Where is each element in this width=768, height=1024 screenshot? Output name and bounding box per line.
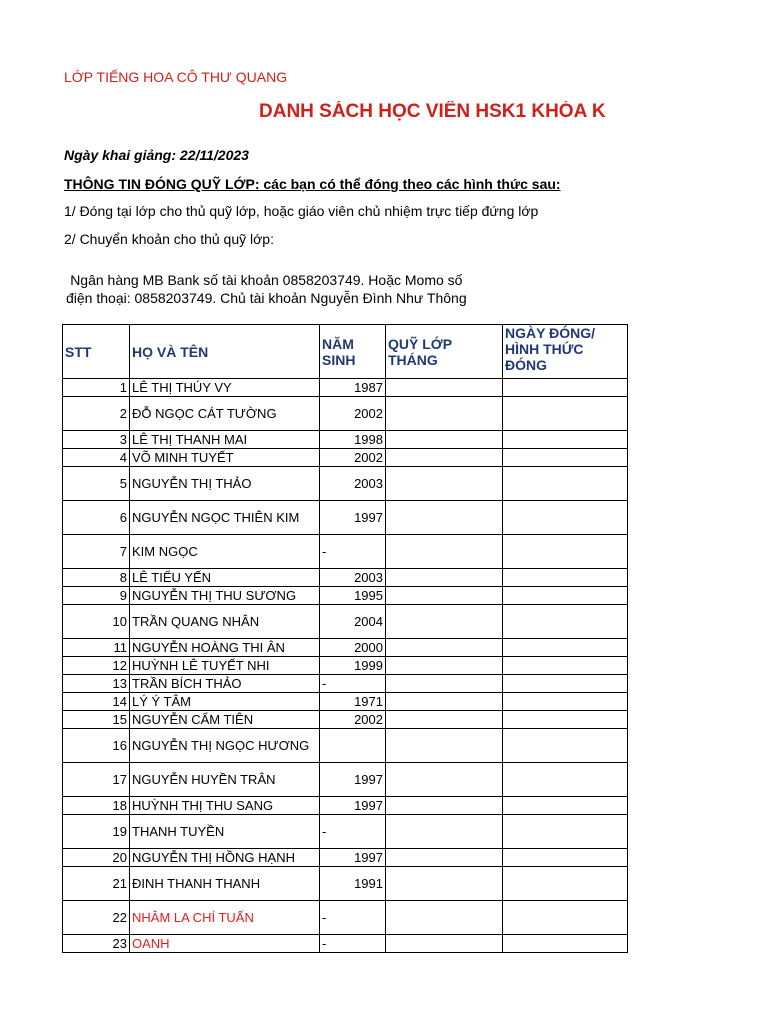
payment-date-cell bbox=[503, 867, 628, 901]
class-fund-cell bbox=[386, 587, 503, 605]
stt-cell: 7 bbox=[63, 535, 130, 569]
birth-year-cell: - bbox=[320, 815, 386, 849]
document-title-container bbox=[259, 101, 627, 131]
table-row bbox=[63, 397, 628, 431]
student-name-cell: ĐỖ NGỌC CÁT TƯỜNG bbox=[130, 397, 320, 431]
payment-date-cell bbox=[503, 901, 628, 935]
student-name-cell: VÕ MINH TUYẾT bbox=[130, 449, 320, 467]
class-fund-cell bbox=[386, 867, 503, 901]
stt-cell: 15 bbox=[63, 711, 130, 729]
table-row bbox=[63, 587, 628, 605]
class-fund-cell bbox=[386, 693, 503, 711]
stt-cell: 14 bbox=[63, 693, 130, 711]
table-row bbox=[63, 729, 628, 763]
stt-cell: 10 bbox=[63, 605, 130, 639]
stt-cell: 3 bbox=[63, 431, 130, 449]
birth-year-cell: 2003 bbox=[320, 467, 386, 501]
stt-cell: 12 bbox=[63, 657, 130, 675]
student-name-cell: KIM NGỌC bbox=[130, 535, 320, 569]
student-name-cell: NGUYỄN CẨM TIÊN bbox=[130, 711, 320, 729]
student-name-cell: LÊ THỊ THÚY VY bbox=[130, 379, 320, 397]
birth-year-cell: 2002 bbox=[320, 397, 386, 431]
class-fund-cell bbox=[386, 935, 503, 953]
stt-cell: 22 bbox=[63, 901, 130, 935]
class-fund-cell bbox=[386, 815, 503, 849]
stt-cell: 8 bbox=[63, 569, 130, 587]
student-name-cell: HUỲNH LÊ TUYẾT NHI bbox=[130, 657, 320, 675]
table-row bbox=[63, 935, 628, 953]
stt-cell: 9 bbox=[63, 587, 130, 605]
class-fund-cell bbox=[386, 397, 503, 431]
payment-date-cell bbox=[503, 605, 628, 639]
bank-info-line-2: điện thoại: 0858203749. Chủ tài khoản Nguyễn Đình Như Thông bbox=[66, 290, 467, 306]
table-row bbox=[63, 657, 628, 675]
birth-year-cell: 1991 bbox=[320, 867, 386, 901]
student-name-cell: NHÂM LA CHÍ TUẤN bbox=[130, 901, 320, 935]
fund-heading: THÔNG TIN ĐÓNG QUỸ LỚP: các bạn có thể đóng theo các hình thức sau: bbox=[64, 176, 561, 192]
payment-date-cell bbox=[503, 379, 628, 397]
table-header-row bbox=[63, 325, 628, 379]
stt-cell: 6 bbox=[63, 501, 130, 535]
payment-date-cell bbox=[503, 935, 628, 953]
table-row bbox=[63, 379, 628, 397]
table-row bbox=[63, 639, 628, 657]
stt-cell: 18 bbox=[63, 797, 130, 815]
payment-date-cell bbox=[503, 467, 628, 501]
table-row bbox=[63, 763, 628, 797]
birth-year-cell bbox=[320, 729, 386, 763]
table-row bbox=[63, 711, 628, 729]
birth-year-cell: 2002 bbox=[320, 449, 386, 467]
class-fund-cell bbox=[386, 657, 503, 675]
student-name-cell: NGUYỄN THỊ NGỌC HƯƠNG bbox=[130, 729, 320, 763]
document-title: DANH SÁCH HỌC VIÊN HSK1 KHÓA K bbox=[259, 101, 606, 122]
stt-cell: 11 bbox=[63, 639, 130, 657]
payment-date-cell bbox=[503, 711, 628, 729]
column-header-name: HỌ VÀ TÊN bbox=[130, 325, 320, 379]
class-fund-cell bbox=[386, 901, 503, 935]
payment-date-cell bbox=[503, 449, 628, 467]
class-fund-cell bbox=[386, 449, 503, 467]
class-fund-cell bbox=[386, 467, 503, 501]
class-name: LỚP TIẾNG HOA CÔ THƯ QUANG bbox=[64, 69, 288, 85]
payment-date-cell bbox=[503, 849, 628, 867]
birth-year-cell: 1987 bbox=[320, 379, 386, 397]
student-name-cell: LÝ Ý TÂM bbox=[130, 693, 320, 711]
birth-year-cell: 1997 bbox=[320, 797, 386, 815]
payment-date-cell bbox=[503, 569, 628, 587]
student-name-cell: THANH TUYỀN bbox=[130, 815, 320, 849]
payment-date-cell bbox=[503, 797, 628, 815]
student-name-cell: NGUYỄN THỊ THU SƯƠNG bbox=[130, 587, 320, 605]
student-name-cell: HUỲNH THỊ THU SANG bbox=[130, 797, 320, 815]
class-fund-cell bbox=[386, 501, 503, 535]
column-header-stt: STT bbox=[63, 325, 130, 379]
student-name-cell: TRẦN QUANG NHÂN bbox=[130, 605, 320, 639]
table-row bbox=[63, 535, 628, 569]
table-row bbox=[63, 693, 628, 711]
birth-year-cell: - bbox=[320, 675, 386, 693]
birth-year-cell: - bbox=[320, 901, 386, 935]
payment-date-cell bbox=[503, 639, 628, 657]
table-row bbox=[63, 815, 628, 849]
birth-year-cell: 2004 bbox=[320, 605, 386, 639]
student-name-cell: NGUYỄN HUYỀN TRÂN bbox=[130, 763, 320, 797]
birth-year-cell: 2002 bbox=[320, 711, 386, 729]
student-name-cell: NGUYỄN THỊ THẢO bbox=[130, 467, 320, 501]
start-date: Ngày khai giảng: 22/11/2023 bbox=[64, 147, 249, 163]
class-fund-cell bbox=[386, 729, 503, 763]
birth-year-cell: 2003 bbox=[320, 569, 386, 587]
student-name-cell: NGUYỄN HOÀNG THI ÂN bbox=[130, 639, 320, 657]
table-body bbox=[63, 379, 628, 953]
student-name-cell: LÊ TIỂU YẾN bbox=[130, 569, 320, 587]
class-fund-cell bbox=[386, 569, 503, 587]
birth-year-cell: - bbox=[320, 935, 386, 953]
table-row bbox=[63, 449, 628, 467]
payment-option-1: 1/ Đóng tại lớp cho thủ quỹ lớp, hoặc giáo viên chủ nhiệm trực tiếp đứng lớp bbox=[64, 203, 539, 219]
stt-cell: 2 bbox=[63, 397, 130, 431]
table-row bbox=[63, 467, 628, 501]
class-fund-cell bbox=[386, 675, 503, 693]
student-name-cell: NGUYỄN NGỌC THIÊN KIM bbox=[130, 501, 320, 535]
table-row bbox=[63, 849, 628, 867]
stt-cell: 1 bbox=[63, 379, 130, 397]
payment-date-cell bbox=[503, 535, 628, 569]
class-fund-cell bbox=[386, 797, 503, 815]
student-name-cell: LÊ THỊ THANH MAI bbox=[130, 431, 320, 449]
stt-cell: 13 bbox=[63, 675, 130, 693]
payment-date-cell bbox=[503, 675, 628, 693]
table-row bbox=[63, 675, 628, 693]
class-fund-cell bbox=[386, 849, 503, 867]
payment-date-cell bbox=[503, 501, 628, 535]
stt-cell: 16 bbox=[63, 729, 130, 763]
birth-year-cell: 2000 bbox=[320, 639, 386, 657]
payment-option-2: 2/ Chuyển khoản cho thủ quỹ lớp: bbox=[64, 231, 274, 247]
table-row bbox=[63, 797, 628, 815]
birth-year-cell: 1997 bbox=[320, 763, 386, 797]
column-header-year: NĂM SINH bbox=[320, 325, 386, 379]
student-name-cell: OANH bbox=[130, 935, 320, 953]
class-fund-cell bbox=[386, 431, 503, 449]
stt-cell: 5 bbox=[63, 467, 130, 501]
class-fund-cell bbox=[386, 711, 503, 729]
birth-year-cell: 1997 bbox=[320, 849, 386, 867]
student-name-cell: NGUYỄN THỊ HỒNG HẠNH bbox=[130, 849, 320, 867]
birth-year-cell: 1997 bbox=[320, 501, 386, 535]
stt-cell: 20 bbox=[63, 849, 130, 867]
stt-cell: 17 bbox=[63, 763, 130, 797]
class-fund-cell bbox=[386, 379, 503, 397]
table-row bbox=[63, 431, 628, 449]
bank-info bbox=[66, 271, 467, 307]
stt-cell: 19 bbox=[63, 815, 130, 849]
payment-date-cell bbox=[503, 763, 628, 797]
birth-year-cell: 1999 bbox=[320, 657, 386, 675]
stt-cell: 21 bbox=[63, 867, 130, 901]
class-fund-cell bbox=[386, 763, 503, 797]
table-row bbox=[63, 867, 628, 901]
column-header-fund: QUỸ LỚP THÁNG bbox=[386, 325, 503, 379]
payment-date-cell bbox=[503, 815, 628, 849]
stt-cell: 4 bbox=[63, 449, 130, 467]
payment-date-cell bbox=[503, 657, 628, 675]
stt-cell: 23 bbox=[63, 935, 130, 953]
class-fund-cell bbox=[386, 535, 503, 569]
bank-info-line-1: Ngân hàng MB Bank số tài khoản 0858203749. Hoặc Momo số bbox=[70, 272, 463, 288]
payment-date-cell bbox=[503, 729, 628, 763]
birth-year-cell: 1971 bbox=[320, 693, 386, 711]
table-row bbox=[63, 501, 628, 535]
payment-date-cell bbox=[503, 431, 628, 449]
table-row bbox=[63, 569, 628, 587]
payment-date-cell bbox=[503, 587, 628, 605]
student-table bbox=[62, 324, 628, 953]
student-name-cell: ĐINH THANH THANH bbox=[130, 867, 320, 901]
birth-year-cell: - bbox=[320, 535, 386, 569]
table-row bbox=[63, 605, 628, 639]
payment-date-cell bbox=[503, 397, 628, 431]
column-header-payment-date: NGÀY ĐÓNG/ HÌNH THỨC ĐÓNG bbox=[503, 325, 628, 379]
student-name-cell: TRẦN BÍCH THẢO bbox=[130, 675, 320, 693]
table-row bbox=[63, 901, 628, 935]
class-fund-cell bbox=[386, 639, 503, 657]
birth-year-cell: 1995 bbox=[320, 587, 386, 605]
payment-date-cell bbox=[503, 693, 628, 711]
birth-year-cell: 1998 bbox=[320, 431, 386, 449]
class-fund-cell bbox=[386, 605, 503, 639]
